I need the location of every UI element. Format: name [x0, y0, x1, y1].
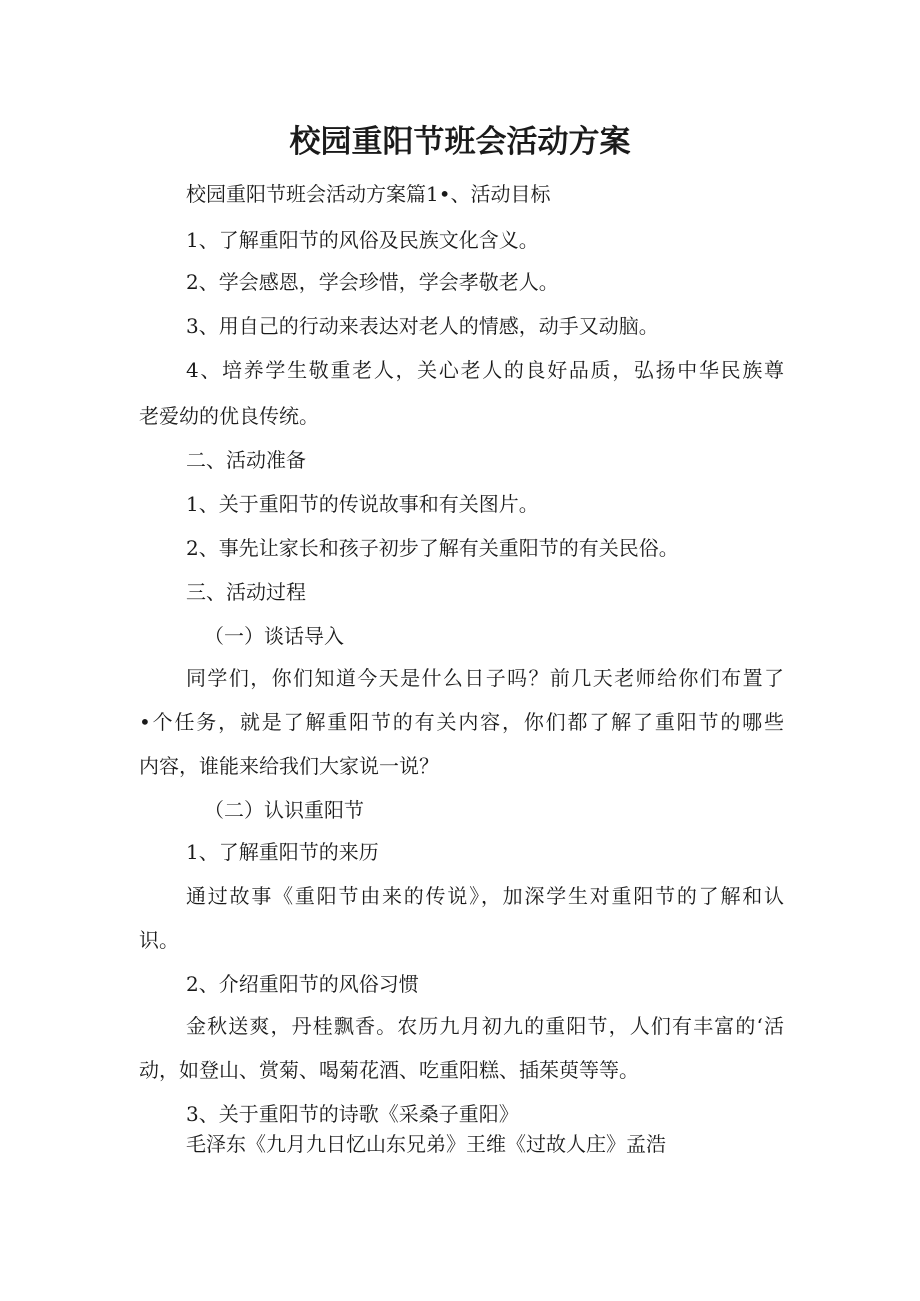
subsection-heading-intro-talk: （一）谈话导入 — [204, 624, 344, 648]
goal-item-2: 2、学会感恩，学会珍惜，学会孝敬老人。 — [186, 270, 559, 294]
preparation-item-2: 2、事先让家长和孩子初步了解有关重阳节的有关民俗。 — [186, 536, 679, 560]
paragraph-line: 内容，谁能来给我们大家说一说？ — [139, 754, 439, 778]
goal-item-3: 3、用自己的行动来表达对老人的情感，动手又动脑。 — [186, 314, 659, 338]
section-heading-preparation: 二、活动准备 — [186, 448, 306, 472]
intro-line: 校园重阳节班会活动方案篇1•、活动目标 — [186, 182, 551, 206]
paragraph-line: •个任务，就是了解重阳节的有关内容，你们都了解了重阳节的哪些 — [139, 710, 784, 734]
section-heading-process: 三、活动过程 — [186, 580, 306, 604]
goal-item-4-continued: 老爱幼的优良传统。 — [139, 404, 319, 428]
paragraph-line: 通过故事《重阳节由来的传说》，加深学生对重阳节的了解和认 — [186, 884, 784, 908]
paragraph-line: 毛泽东《九月九日忆山东兄弟》王维《过故人庄》孟浩 — [186, 1132, 666, 1156]
paragraph-line: 识。 — [139, 928, 179, 952]
item-origin: 1、了解重阳节的来历 — [186, 840, 379, 864]
document-title: 校园重阳节班会活动方案 — [289, 124, 631, 160]
paragraph-line: 金秋送爽，丹桂飘香。农历九月初九的重阳节，人们有丰富的‘活 — [186, 1014, 784, 1038]
preparation-item-1: 1、关于重阳节的传说故事和有关图片。 — [186, 492, 539, 516]
goal-item-4: 4、培养学生敬重老人，关心老人的良好品质，弘扬中华民族尊 — [186, 358, 784, 382]
paragraph-line: 同学们，你们知道今天是什么日子吗？前几天老师给你们布置了 — [186, 666, 784, 690]
goal-item-1: 1、了解重阳节的风俗及民族文化含义。 — [186, 228, 539, 252]
item-poems: 3、关于重阳节的诗歌《采桑子重阳》 — [186, 1102, 519, 1126]
item-customs: 2、介绍重阳节的风俗习惯 — [186, 972, 419, 996]
paragraph-line: 动，如登山、赏菊、喝菊花酒、吃重阳糕、插茱萸等等。 — [139, 1058, 639, 1082]
subsection-heading-know-festival: （二）认识重阳节 — [204, 798, 364, 822]
